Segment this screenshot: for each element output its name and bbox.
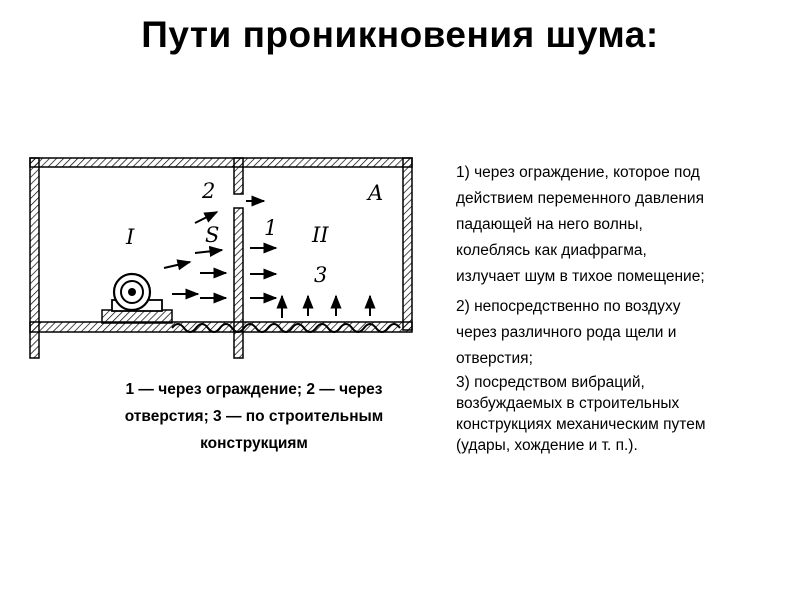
explanation-line: действием переменного давления bbox=[456, 190, 704, 207]
explanation-line: колеблясь как диафрагма, bbox=[456, 242, 647, 259]
right-wall bbox=[403, 158, 412, 330]
explanation-line: возбуждаемых в строительных bbox=[456, 395, 680, 412]
page-title: Пути проникновения шума: bbox=[141, 14, 659, 55]
noise-source-machine bbox=[102, 274, 172, 323]
explanation-item bbox=[456, 294, 796, 372]
explanation-line: падающей на него волны, bbox=[456, 216, 643, 233]
partition-lower bbox=[234, 208, 243, 358]
explanation-line: отверстия; bbox=[456, 350, 533, 367]
explanation-line: конструкциях механическим путем bbox=[456, 416, 706, 433]
label-room-a: A bbox=[368, 181, 384, 205]
label-opening-s: S bbox=[205, 223, 220, 247]
explanation-line: (удары, хождение и т. п.). bbox=[456, 437, 638, 454]
explanation-line: 2) непосредственно по воздуху bbox=[456, 298, 681, 315]
caption-line: 1 — через ограждение; 2 — через bbox=[125, 381, 383, 398]
caption-line: отверстия; 3 — по строительным bbox=[124, 408, 384, 425]
figure-caption bbox=[58, 376, 450, 457]
explanation-line: 1) через ограждение, которое под bbox=[456, 164, 700, 181]
label-path-2: 2 bbox=[202, 179, 216, 203]
label-room-one: I bbox=[126, 225, 135, 249]
explanation-line: 3) посредством вибраций, bbox=[456, 374, 645, 391]
noise-paths-diagram bbox=[22, 150, 422, 365]
explanation-line: излучает шум в тихое помещение; bbox=[456, 268, 705, 285]
explanation-list bbox=[456, 160, 796, 456]
label-path-3: 3 bbox=[314, 263, 328, 287]
explanation-line: через различного рода щели и bbox=[456, 324, 677, 341]
explanation-item bbox=[456, 160, 796, 290]
ceiling-wall bbox=[30, 158, 412, 167]
caption-line: конструкциям bbox=[200, 435, 308, 452]
explanation-item bbox=[456, 372, 796, 456]
partition-upper bbox=[234, 158, 243, 194]
label-room-two: II bbox=[312, 223, 329, 247]
label-path-1: 1 bbox=[264, 216, 278, 240]
